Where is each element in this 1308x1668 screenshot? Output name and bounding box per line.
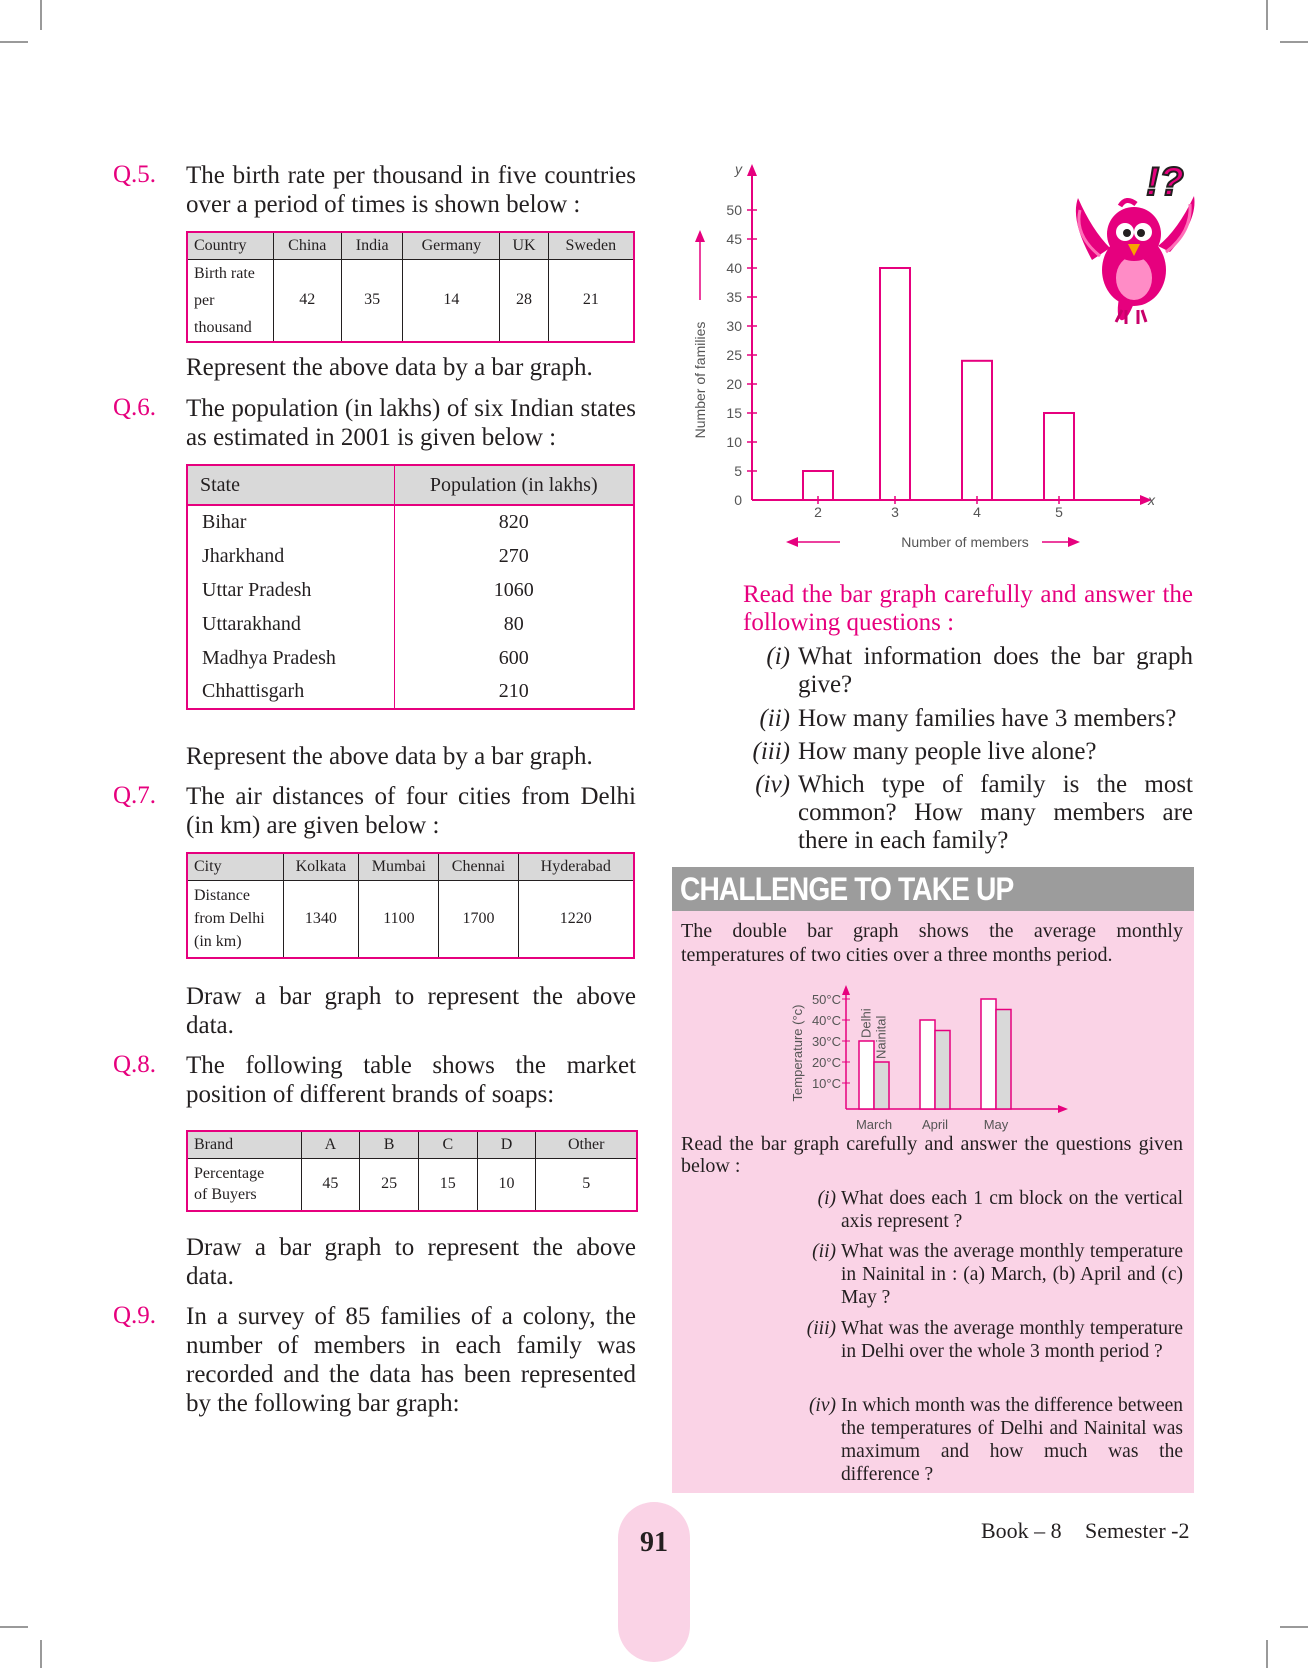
table-cell: Jharkhand [187, 539, 394, 573]
y-tick-label: 5 [734, 463, 742, 479]
y-tick-label: 10°C [811, 1076, 841, 1091]
x-tick-label: April [921, 1117, 949, 1132]
y-tick-label: 40°C [811, 1013, 841, 1028]
table-header-cell: C [418, 1131, 477, 1158]
y-axis-letter: y [735, 161, 742, 177]
crop-mark [1266, 1640, 1268, 1668]
table-cell: 600 [394, 641, 634, 675]
table-cell: 10 [477, 1158, 536, 1211]
table-header-cell: India [342, 232, 403, 259]
question-text: In a survey of 85 families of a colony, the number of members in each family was recorded and the data has been represented by the following bar graph: [186, 1303, 636, 1417]
table-cell: 28 [500, 259, 548, 342]
item-text: Which type of family is the most common? How many members are there in each family? [798, 771, 1193, 854]
row-label-line: thousand [194, 318, 252, 336]
table-row-label [187, 880, 283, 958]
challenge-intro: The double bar graph shows the average monthly temperatures of two cities over a three months period. [681, 920, 1183, 966]
list-item [750, 705, 1193, 733]
bar [920, 1020, 935, 1109]
bar [981, 999, 996, 1109]
challenge-read-intro: Read the bar graph carefully and answer the questions given below : [681, 1133, 1183, 1177]
item-number: (iii) [806, 1318, 836, 1339]
y-tick-label: 50 [726, 202, 742, 218]
question-number: Q.7. [113, 782, 157, 809]
table-cell: 1100 [359, 880, 439, 958]
question-text: The population (in lakhs) of six Indian states as estimated in 2001 is given below : [186, 395, 636, 451]
y-label-arrow-head [695, 230, 705, 242]
table-header-cell: Brand [187, 1131, 301, 1158]
list-item [750, 771, 1193, 855]
table-cell: Bihar [187, 505, 394, 539]
y-axis-arrow [747, 164, 757, 176]
question-number: Q.5. [113, 161, 157, 188]
table-header-cell: Mumbai [359, 853, 439, 880]
table-cell: 270 [394, 539, 634, 573]
x-axis-label: Number of members [901, 534, 1029, 550]
crop-mark [0, 41, 28, 43]
x-tick-label: 3 [891, 504, 899, 520]
legend-label: Nainital [873, 1015, 889, 1059]
table-cell: 1340 [283, 880, 359, 958]
table-header-cell: China [273, 232, 342, 259]
row-label-line: (in km) [194, 933, 242, 951]
y-axis-arrow [842, 985, 850, 995]
table-header-cell: A [301, 1131, 360, 1158]
challenge-heading [672, 867, 1194, 911]
x-label-arrow-head [1068, 537, 1080, 547]
x-tick-label: 5 [1055, 504, 1063, 520]
temperature-double-bar-chart [790, 985, 1080, 1135]
table-cell: Uttarakhand [187, 607, 394, 641]
y-tick-label: 35 [726, 289, 742, 305]
page-number: 91 [640, 1527, 668, 1558]
table-header-cell: B [360, 1131, 419, 1158]
item-number: (ii) [759, 705, 790, 732]
table-cell: 21 [548, 259, 634, 342]
item-text: How many people live alone? [798, 738, 1097, 765]
x-axis-arrow [1058, 1105, 1068, 1113]
question-number: Q.8. [113, 1051, 157, 1078]
bar [996, 1010, 1011, 1110]
table-header-cell: Other [536, 1131, 637, 1158]
air-distance-table [186, 852, 635, 959]
item-text: How many families have 3 members? [798, 705, 1177, 732]
list-item [750, 738, 1193, 766]
row-label-line: from Delhi [194, 910, 265, 928]
item-number: (i) [766, 643, 790, 670]
list-item [800, 1394, 1183, 1488]
crop-mark [40, 0, 42, 30]
table-header-cell: Population (in lakhs) [394, 465, 634, 505]
crop-mark [1280, 1626, 1308, 1628]
row-label-line: Distance [194, 887, 250, 905]
soap-brand-table [186, 1130, 638, 1212]
row-label-line: Percentage [194, 1165, 265, 1183]
table-header-cell: Country [187, 232, 273, 259]
item-number: (iii) [752, 738, 790, 765]
table-cell: 45 [301, 1158, 360, 1211]
question-number: Q.6. [113, 394, 157, 421]
table-cell: 820 [394, 505, 634, 539]
bar [859, 1041, 874, 1109]
table-cell: Chhattisgarh [187, 675, 394, 709]
bar [874, 1062, 889, 1109]
table-cell: 80 [394, 607, 634, 641]
item-text: What information does the bar graph give? [798, 643, 1193, 698]
question-text: The following table shows the market position of different brands of soaps: [186, 1052, 636, 1108]
footer-book: Book – 8 [981, 1518, 1062, 1543]
table-cell: 35 [342, 259, 403, 342]
item-text: What does each 1 cm block on the vertical axis represent ? [841, 1188, 1183, 1232]
bar [803, 471, 833, 500]
crop-mark [1266, 0, 1268, 30]
x-label-arrow-head [786, 537, 798, 547]
crop-mark [40, 1640, 42, 1668]
y-tick-label: 45 [726, 231, 742, 247]
table-header-cell: Germany [403, 232, 500, 259]
bar [935, 1031, 950, 1110]
row-label-line: Birth rate [194, 264, 255, 282]
table-cell: 1220 [518, 880, 634, 958]
y-tick-label: 30°C [811, 1034, 841, 1049]
legend-label: Delhi [858, 1008, 874, 1038]
list-item [800, 1187, 1183, 1235]
list-item [800, 1240, 1183, 1310]
list-item [800, 1317, 1183, 1387]
row-label-line: per [194, 291, 215, 309]
instruction-text: Represent the above data by a bar graph. [186, 743, 593, 770]
table-cell: Madhya Pradesh [187, 641, 394, 675]
list-item [750, 643, 1193, 699]
table-header-cell: UK [500, 232, 548, 259]
table-cell: 25 [360, 1158, 419, 1211]
crop-mark [0, 1626, 28, 1628]
table-header-cell: State [187, 465, 394, 505]
instruction-text: Draw a bar graph to represent the above data. [186, 983, 636, 1039]
y-tick-label: 20°C [811, 1055, 841, 1070]
table-cell: 14 [403, 259, 500, 342]
y-tick-label: 50°C [811, 992, 841, 1007]
y-axis-label: Number of families [692, 321, 708, 439]
bar [962, 361, 992, 500]
x-tick-label: May [983, 1117, 1009, 1132]
item-number: (iv) [808, 1395, 836, 1416]
instruction-text: Draw a bar graph to represent the above data. [186, 1234, 636, 1290]
bar [1044, 413, 1074, 500]
instruction-text: Represent the above data by a bar graph. [186, 354, 593, 381]
question-number: Q.9. [113, 1302, 157, 1329]
y-tick-label: 40 [726, 260, 742, 276]
question-text: The birth rate per thousand in five countries over a period of times is shown below : [186, 162, 636, 218]
table-header-cell: Sweden [548, 232, 634, 259]
y-tick-label: 20 [726, 376, 742, 392]
table-header-cell: Kolkata [283, 853, 359, 880]
x-tick-label: March [855, 1117, 893, 1132]
table-cell: 15 [418, 1158, 477, 1211]
y-tick-label: 30 [726, 318, 742, 334]
x-tick-label: 4 [973, 504, 981, 520]
table-header-cell: D [477, 1131, 536, 1158]
y-tick-label: 15 [726, 405, 742, 421]
table-cell: 1700 [439, 880, 518, 958]
x-tick-label: 2 [814, 504, 822, 520]
y-tick-label: 10 [726, 434, 742, 450]
row-label-line: of Buyers [194, 1186, 257, 1204]
item-text: In which month was the difference between the temperatures of Delhi and Nainital was maximum and how much was the difference ? [841, 1395, 1183, 1485]
table-cell: Uttar Pradesh [187, 573, 394, 607]
read-instruction: Read the bar graph carefully and answer the following questions : [743, 581, 1193, 636]
y-axis-label: Temperature (°c) [790, 1004, 805, 1102]
y-tick-label: 25 [726, 347, 742, 363]
x-axis-letter: x [1148, 492, 1155, 508]
table-cell: 210 [394, 675, 634, 709]
sticker-text: !? [1146, 160, 1184, 204]
table-row-label [187, 259, 273, 342]
table-cell: 42 [273, 259, 342, 342]
table-cell: 1060 [394, 573, 634, 607]
table-header-cell: Chennai [439, 853, 518, 880]
table-header-cell: Hyderabad [518, 853, 634, 880]
table-row-label [187, 1158, 301, 1211]
item-number: (ii) [812, 1241, 836, 1262]
table-cell: 5 [536, 1158, 637, 1211]
table-header-cell: City [187, 853, 283, 880]
crop-mark [1280, 41, 1308, 43]
question-text: The air distances of four cities from Delhi (in km) are given below : [186, 783, 636, 839]
page-number-tab [618, 1502, 690, 1662]
item-text: What was the average monthly temperature in Delhi over the whole 3 month period ? [841, 1318, 1183, 1362]
population-table [186, 464, 635, 710]
challenge-heading-text: CHALLENGE TO TAKE UP [680, 871, 1014, 907]
footer-semester: Semester -2 [1085, 1518, 1190, 1543]
birth-rate-table [186, 231, 635, 343]
y-tick-label: 0 [734, 492, 742, 508]
item-number: (iv) [755, 771, 790, 798]
item-text: What was the average monthly temperature in Nainital in : (a) March, (b) April and (c) May ? [841, 1241, 1183, 1308]
item-number: (i) [817, 1188, 836, 1209]
bar [880, 268, 910, 500]
